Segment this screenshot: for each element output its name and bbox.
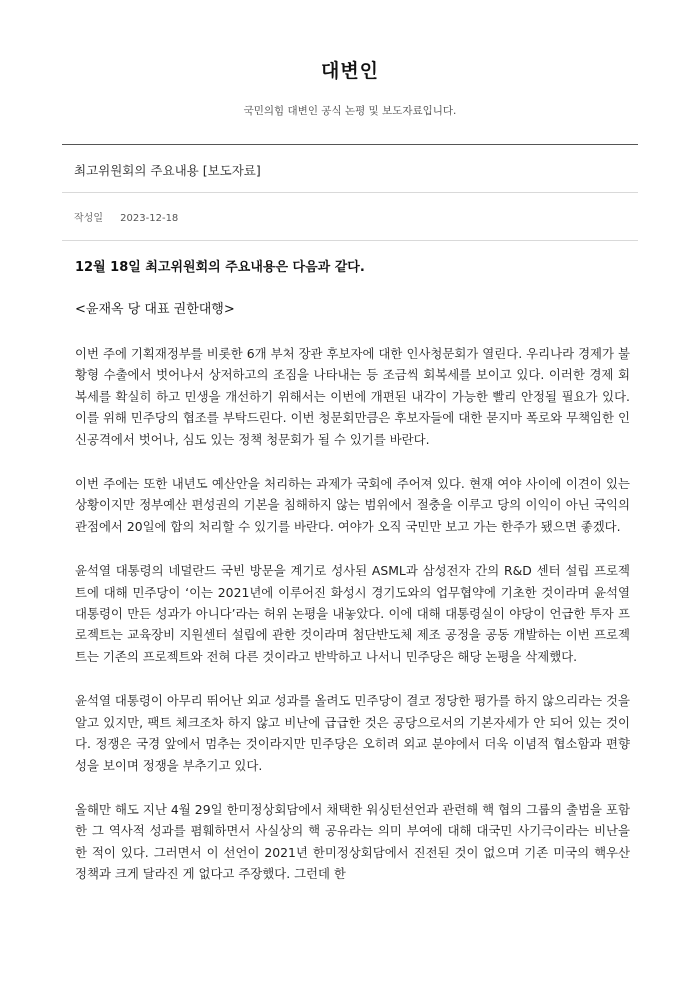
date-value: 2023-12-18 — [120, 213, 179, 224]
site-header — [0, 0, 700, 144]
article-lead: 12월 18일 최고위원회의 주요내용은 다음과 같다. — [75, 260, 365, 275]
paragraph: 윤석열 대통령이 아무리 뛰어난 외교 성과를 올려도 민주당이 결코 정당한 평가를 하지 않으리라는 것을 알고 있지만, 팩트 체크조차 하지 않고 비난에 급급한 것은 공당으로서의 기본자세가 안 되어 있는 것이다. 정쟁은 국경 앞에서 멈추는 것이라지만 민주당은 오히려 외교 분야에서 더욱 이념적 협소함과 편향성을 보이며 정쟁을 부추기고 있다. — [75, 693, 630, 773]
section-heading: <윤재옥 당 대표 권한대행> — [75, 302, 235, 317]
site-description: 국민의힘 대변인 공식 논평 및 보도자료입니다. — [243, 105, 457, 117]
paragraph: 이번 주에는 또한 내년도 예산안을 처리하는 과제가 국회에 주어져 있다. 현재 여야 사이에 이견이 있는 상황이지만 정부예산 편성권의 기본을 침해하지 않는 범위에서 절충을 이루고 당의 이익이 아닌 국익의 관점에서 20일에 합의 처리할 수 있기를 바란다. 여야가 오직 국민만 보고 가는 한주가 됐으면 좋겠다. — [75, 476, 630, 534]
paragraph: 이번 주에 기획재정부를 비롯한 6개 부처 장관 후보자에 대한 인사청문회가 열린다. 우리나라 경제가 불황형 수출에서 벗어나서 상저하고의 조짐을 나타내는 등 조금씩 회복세를 보이고 있다. 이러한 경제 회복세를 확실히 하고 민생을 개선하기 위해서는 이번에 개편된 내각이 가능한 빨리 안정될 필요가 있다. 이를 위해 민주당의 협조를 부탁드린다. 이번 청문회만큼은 후보자들에 대한 묻지마 폭로와 무책임한 인신공격에서 벗어나, 심도 있는 정책 청문회가 될 수 있기를 바란다. — [75, 346, 630, 447]
article-meta — [62, 192, 638, 241]
paragraph: 올해만 해도 지난 4월 29일 한미정상회담에서 채택한 워싱턴선언과 관련해 핵 협의 그룹의 출범을 포함한 그 역사적 성과를 폄훼하면서 사실상의 핵 공유라는 의미 부여에 대해 대국민 사기극이라는 비난을 한 적이 있다. 그러면서 이 선언이 2021년 한미정상회담에서 진전된 것이 없으며 기존 미국의 핵우산 정책과 크게 달라진 게 없다고 주장했다. 그런데 한 — [75, 801, 630, 882]
article-title-bar — [62, 144, 638, 192]
paragraph: 윤석열 대통령의 네덜란드 국빈 방문을 계기로 성사된 ASML과 삼성전자 간의 R&D 센터 설립 프로젝트에 대해 민주당이 ‘이는 2021년에 이루어진 화성시 경기도와의 업무협약에 기초한 것이라며 윤석열 대통령이 만든 성과가 아니다’라는 허위 논평을 내놓았다. 이에 대해 대통령실이 야당이 언급한 투자 프로젝트는 교육장비 지원센터 설립에 관한 것이라며 첨단반도체 제조 공정을 공동 개발하는 이번 프로젝트는 기존의 프로젝트와 전혀 다른 것이라고 반박하고 나서니 민주당은 해당 논평을 삭제했다. — [75, 563, 630, 664]
site-title: 대변인 — [320, 60, 380, 82]
article-body — [75, 241, 630, 885]
article-title: 최고위원회의 주요내용 [보도자료] — [74, 163, 261, 178]
date-label: 작성일 — [74, 213, 103, 224]
